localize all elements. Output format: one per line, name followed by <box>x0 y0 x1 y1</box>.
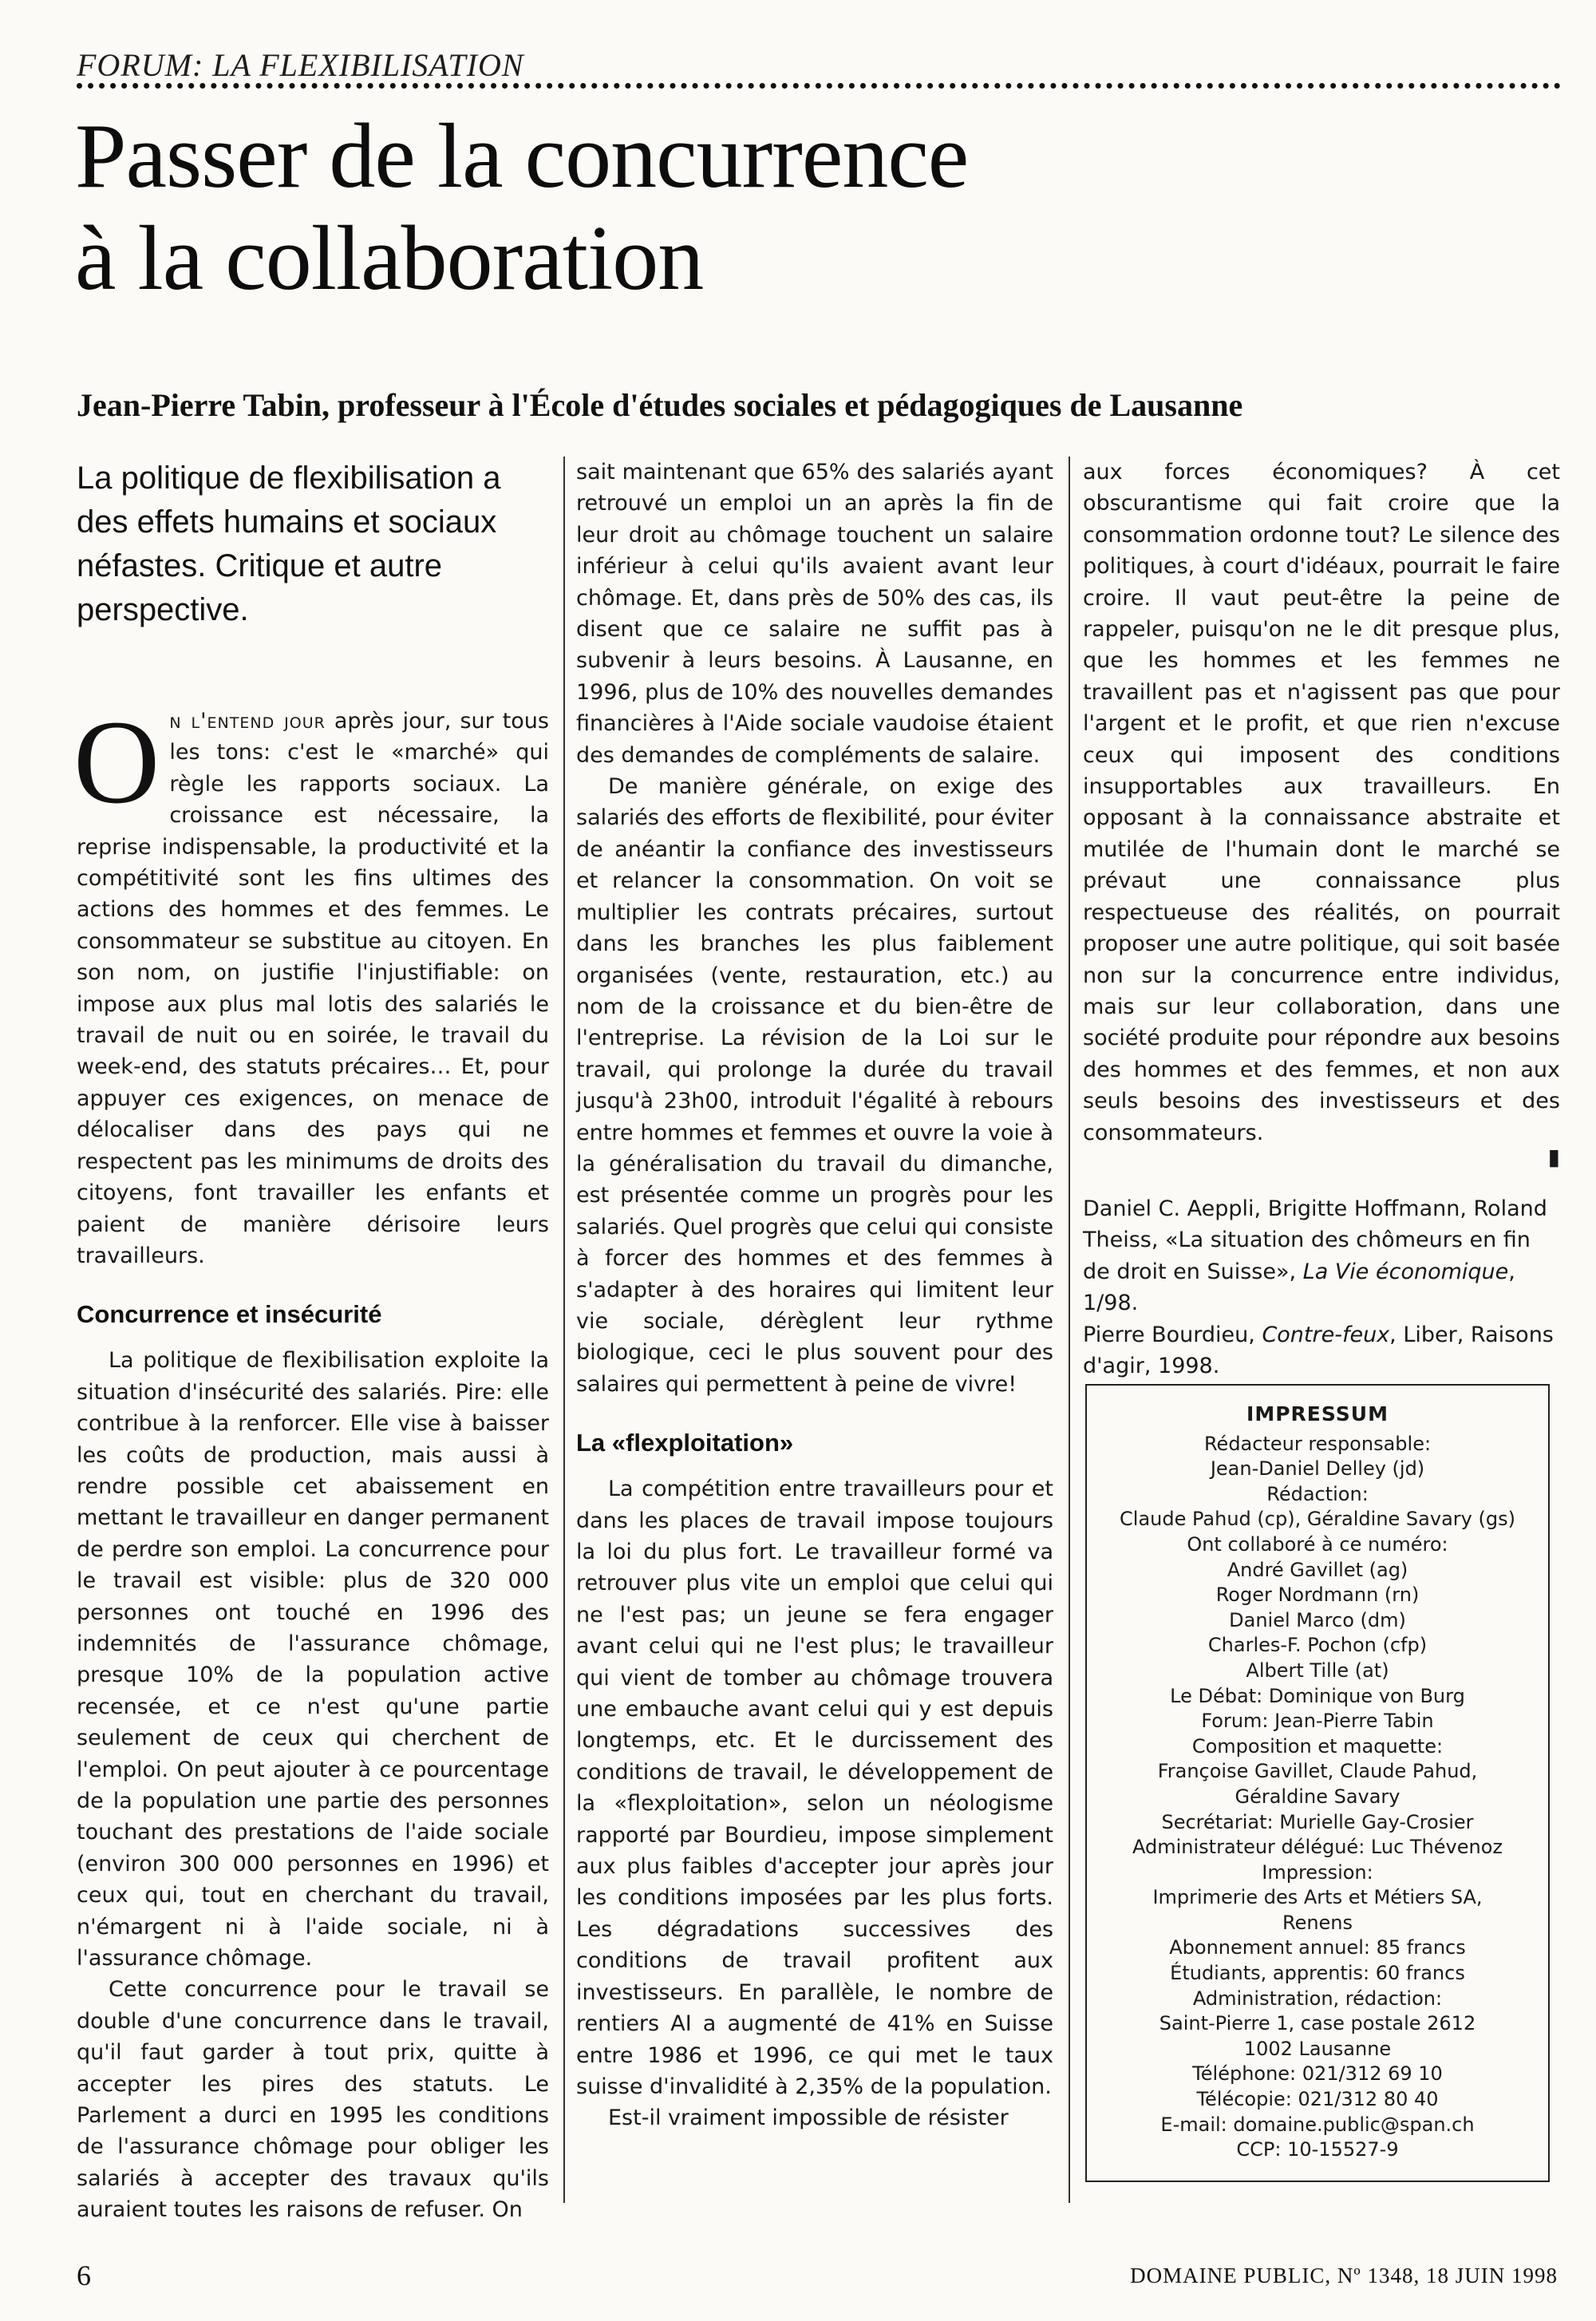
impressum-line: Renens <box>1282 1911 1353 1934</box>
section-kicker: FORUM: LA FLEXIBILISATION <box>77 47 524 83</box>
impressum-heading: IMPRESSUM <box>1246 1402 1389 1425</box>
subhead-concurrence: Concurrence et insécurité <box>77 1300 382 1329</box>
impressum-line: Administration, rédaction: <box>1192 1987 1443 2010</box>
column-2 <box>576 457 1053 2203</box>
impressum-line: 1002 Lausanne <box>1243 2037 1392 2060</box>
end-mark: ▮ <box>1547 1143 1560 1170</box>
intro-smallcaps: n l'entend jour <box>169 709 326 733</box>
reference-1-authors: Daniel C. Aeppli, Brigitte Hoffmann, Roland Theiss, «La situation des chômeurs en fin de droit en Suisse», <box>1083 1196 1547 1284</box>
column-rule-1 <box>563 457 565 2203</box>
subhead-flexploitation: La «flexploitation» <box>576 1429 794 1457</box>
intro-paragraph <box>73 696 549 1271</box>
impressum-line: Abonnement annuel: 85 francs <box>1169 1936 1466 1959</box>
impressum-line: Rédacteur responsable: <box>1203 1432 1432 1455</box>
impressum-line: André Gavillet (ag) <box>1227 1558 1408 1581</box>
impressum-line: Le Débat: Dominique von Burg <box>1170 1684 1465 1707</box>
paragraph-6-cont: aux forces économiques? À cet obscurantisme qui fait croire que la consommation ordonne tout? Le silence des politiques, à court d'idéaux, pourrait le faire croire. Il vaut peut-être la peine de rappeler, puisqu'on ne le dit presque plus, que les hommes et les femmes ne travaillent pas et n'agissent pas que pour l'argent et le profit, et que rien n'excuse ceux qui imposent des conditions insupportables aux travailleurs. En opposant à la connaissance abstraite et mutilée de l'humain dont le marché se prévaut une connaissance plus respectueuse des réalités, on pourrait proposer une autre politique, qui soit basée non sur la concurrence entre individus, mais sur leur collaboration, dans une société produite pour répondre aux besoins des hommes et des femmes, et non aux seuls besoins des investisseurs et des consommateurs. <box>1083 460 1560 1145</box>
lede: La politique de flexibilisation a des effets humains et sociaux néfastes. Critique et autre perspective. <box>77 461 501 627</box>
title-line-2: à la collaboration <box>75 208 704 310</box>
impressum-line: Albert Tille (at) <box>1246 1659 1389 1682</box>
column-rule-2 <box>1069 457 1070 2203</box>
impressum-line: Jean-Daniel Delley (jd) <box>1210 1457 1425 1481</box>
impressum-line: Composition et maquette: <box>1191 1734 1444 1758</box>
impressum-line: Daniel Marco (dm) <box>1229 1608 1406 1631</box>
paragraph-5: La compétition entre travailleurs pour et dans les places de travail impose toujours la loi du plus fort. Le travailleur formé va retrouver plus vite un emploi que celui qui ne l'est pas; un jeune se fera engager avant celui qui ne l'est plus; le travailleur qui vient de tomber au chômage trouvera une embauche avant celui qui y est depuis longtemps, etc. Et le durcissement des conditions de travail, le développement de la «flexploitation», selon un néologisme rapporté par Bourdieu, impose simplement aux plus faibles d'accepter jour après jour les conditions imposées par les plus forts. Les dégradations successives des conditions de travail profitent aux investisseurs. En parallèle, le nombre de rentiers AI a augmenté de 41% en Suisse entre 1986 et 1996, ce qui met le taux suisse d'invalidité à 2,35% de la population. <box>576 1477 1053 2099</box>
impressum-line: Téléphone: 021/312 69 10 <box>1192 2062 1443 2086</box>
impressum-line: Imprimerie des Arts et Métiers SA, <box>1152 1886 1483 1909</box>
title-line-1: Passer de la concurrence <box>75 105 969 208</box>
article-title <box>75 105 1432 310</box>
paragraph-3-start: Cette concurrence pour le travail se double d'une concurrence dans le travail, qu'il faut garder à tout prix, quitte à accepter les pires des statuts. Le Parlement a durci en 1995 les conditions de l'assurance chômage pour obliger les salariés à accepter des travaux qu'ils auraient toutes les raisons de refuser. On <box>77 1977 549 2223</box>
paragraph-3-cont: sait maintenant que 65% des salariés ayant retrouvé un emploi un an après la fin de leur droit au chômage touchent un salaire inférieur à celui qu'ils avaient avant leur chômage. Et, dans près de 50% des cas, ils disent que ce salaire ne suffit pas à subvenir à leurs besoins. À Lausanne, en 1996, plus de 10% des nouvelles demandes financières à l'Aide sociale vaudoise étaient des demandes de compléments de salaire. <box>576 460 1053 768</box>
impressum-box <box>1085 1384 1550 2182</box>
reference-2-author: Pierre Bourdieu, <box>1083 1322 1262 1347</box>
reference-1-issue: , 1/98. <box>1083 1259 1515 1316</box>
paragraph-6-start: Est-il vraiment impossible de résister <box>608 2106 1009 2131</box>
impressum-line: Charles-F. Pochon (cfp) <box>1207 1634 1428 1657</box>
reference-2-title: Contre-feux <box>1262 1322 1390 1347</box>
impressum-line: E-mail: domaine.public@span.ch <box>1160 2113 1475 2136</box>
reference-2 <box>1083 1319 1560 1382</box>
impressum-line: Saint-Pierre 1, case postale 2612 <box>1159 2012 1476 2035</box>
impressum-line: CCP: 10-15527-9 <box>1236 2138 1399 2161</box>
byline: Jean-Pierre Tabin, professeur à l'École d'études sociales et pédagogiques de Lausanne <box>77 387 1243 423</box>
page-number: 6 <box>77 2260 91 2291</box>
impressum-line: Secrétariat: Murielle Gay-Crosier <box>1161 1810 1474 1833</box>
reference-2-publisher: , Liber, Raisons d'agir, 1998. <box>1083 1322 1554 1378</box>
intro-text: après jour, sur tous les tons: c'est le «marché» qui règle les rapports sociaux. La croissance est nécessaire, la reprise indispensable, la productivité et la compétitivité sont les fins ultimes des actions des hommes et des femmes. Le consommateur se substitue au citoyen. En son nom, on justifie l'injustifiable: on impose aux plus mal lotis des salariés le travail de nuit ou en soirée, le travail du week-end, des statuts précaires… Et, pour appuyer ces exigences, on menace de délocaliser dans des pays qui ne respectent pas les minimums de droits des citoyens, font travailler les enfants et paient de manière dérisoire leurs travailleurs. <box>77 709 549 1268</box>
impressum-line: Étudiants, apprentis: 60 francs <box>1170 1962 1465 1985</box>
publication-footer: DOMAINE PUBLIC, Nº 1348, 18 JUIN 1998 <box>1130 2264 1558 2287</box>
paragraph-2: La politique de flexibilisation exploite la situation d'insécurité des salariés. Pire: elle contribue à la renforcer. Elle vise à baisser les coûts de production, mais aussi à rendre possible cet abaissement en mettant le travailleur en danger permanent de perdre son emploi. La concurrence pour le travail est visible: plus de 320 000 personnes ont touché en 1996 des indemnités de l'assurance chômage, presque 10% de la population active recensée, et ce n'est qu'une partie seulement de ceux qui cherchent de l'emploi. On peut ajouter à ce pourcentage de la population une partie des personnes touchant des prestations de l'aide sociale (environ 300 000 personnes en 1996) et ceux qui, tout en cherchant du travail, n'émargent ni à l'aide sociale, ni à l'assurance chômage. <box>77 1348 549 1971</box>
impressum-line: Rédaction: <box>1266 1482 1369 1505</box>
paragraph-4: De manière générale, on exige des salariés des efforts de flexibilité, pour éviter de anéantir la confiance des investisseurs et relancer la consommation. On voit se multiplier les contrats précaires, surtout dans les branches les plus faiblement organisées (vente, restauration, etc.) au nom de la croissance et du bien-être de l'entreprise. La révision de la Loi sur le travail, qui prolonge la durée du travail jusqu'à 23h00, introduit l'égalité à rebours entre hommes et femmes et ouvre la voie à la généralisation du travail du dimanche, est présentée comme un progrès pour les salariés. Quel progrès que celui qui consiste à forcer des hommes et des femmes à s'adapter à des horaires qui limitent leur vie sociale, dérèglent leur rythme biologique, ceci le plus souvent pour des salaires qui permettent à peine de vivre! <box>576 774 1053 1397</box>
impressum-line: Forum: Jean-Pierre Tabin <box>1201 1710 1434 1733</box>
impressum-line: Impression: <box>1262 1860 1373 1884</box>
impressum-line: Télécopie: 021/312 80 40 <box>1196 2088 1439 2111</box>
impressum-line: Géraldine Savary <box>1235 1785 1400 1808</box>
impressum-line: Ont collaboré à ce numéro: <box>1187 1532 1448 1556</box>
references <box>1083 1193 1560 1382</box>
impressum-line: Claude Pahud (cp), Géraldine Savary (gs) <box>1120 1508 1515 1531</box>
impressum-line: Roger Nordmann (rn) <box>1215 1584 1420 1607</box>
impressum-line: Administrateur délégué: Luc Thévenoz <box>1132 1836 1503 1859</box>
reference-1 <box>1083 1193 1560 1319</box>
column-1 <box>73 457 549 2223</box>
dotted-rule <box>77 83 1561 89</box>
drop-cap: O <box>73 696 160 828</box>
reference-1-journal: La Vie économique <box>1302 1259 1509 1284</box>
impressum-line: Françoise Gavillet, Claude Pahud, <box>1157 1760 1478 1783</box>
